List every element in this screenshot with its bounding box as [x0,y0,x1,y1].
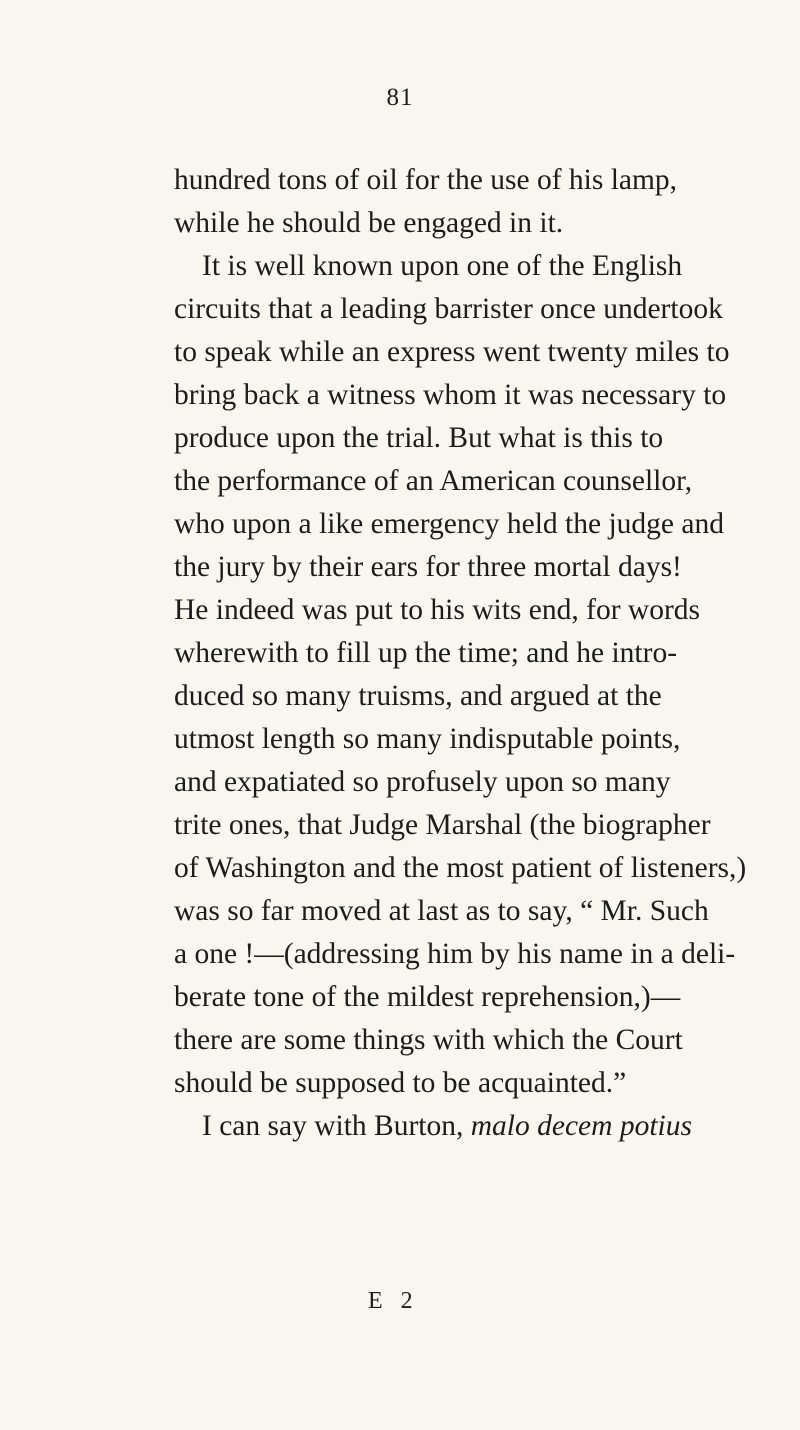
text-line [0,418,800,458]
text-line [0,547,800,587]
text-line [0,891,800,931]
text-line-content: bring back a witness whom it was necessary to [174,379,727,411]
text-line [0,719,800,759]
text-line-content: there are some things with which the Court [174,1024,683,1056]
text-line-content: should be supposed to be acquainted.” [174,1067,627,1099]
paragraph-start-line [0,1106,800,1146]
signature-mark: E 2 [368,1288,419,1314]
text-line [0,332,800,372]
paragraph-start-line [0,246,800,286]
text-line [0,848,800,888]
text-line-content: wherewith to fill up the time; and he intro- [174,637,678,669]
text-line-content: circuits that a leading barrister once undertook [174,293,723,325]
text-line-content: of Washington and the most patient of listeners,) [174,852,747,884]
text-line [0,1020,800,1060]
text-line [0,504,800,544]
text-line-content: He indeed was put to his wits end, for words [174,594,701,626]
text-line [0,1063,800,1103]
text-line [0,762,800,802]
text-line [0,977,800,1017]
text-line-content: duced so many truisms, and argued at the [174,680,662,712]
text-line-content [202,1106,692,1146]
text-line-content: berate tone of the mildest reprehension,)— [174,981,681,1013]
text-line [0,461,800,501]
text-line [0,676,800,716]
text-line-content: a one !—(addressing him by his name in a deli- [174,938,736,970]
text-line-content: produce upon the trial. But what is this to [174,422,664,454]
text-line [0,289,800,329]
text-line [0,805,800,845]
text-line-content: while he should be engaged in it. [174,207,564,239]
text-line-content: hundred tons of oil for the use of his lamp, [174,164,678,196]
text-line-content: the jury by their ears for three mortal days! [174,551,682,583]
latin-quote: malo decem potius [470,1110,692,1142]
text-line-content: utmost length so many indisputable points, [174,723,681,755]
text-line-content: to speak while an express went twenty miles to [174,336,730,368]
text-line [0,633,800,673]
text-line-content: and expatiated so profusely upon so many [174,766,671,798]
text-line-content: who upon a like emergency held the judge and [174,508,724,540]
text-line-content: was so far moved at last as to say, “ Mr. Such [174,895,709,927]
text-line [0,203,800,243]
text-line-content: trite ones, that Judge Marshal (the biographer [174,809,711,841]
text-line [0,375,800,415]
text-line-content: the performance of an American counsellor, [174,465,693,497]
text-line [0,590,800,630]
text-line [0,934,800,974]
page-number: 81 [386,84,414,111]
text-line [0,160,800,200]
text-roman: I can say with Burton, [202,1110,471,1142]
text-line-content: It is well known upon one of the English [202,250,683,282]
